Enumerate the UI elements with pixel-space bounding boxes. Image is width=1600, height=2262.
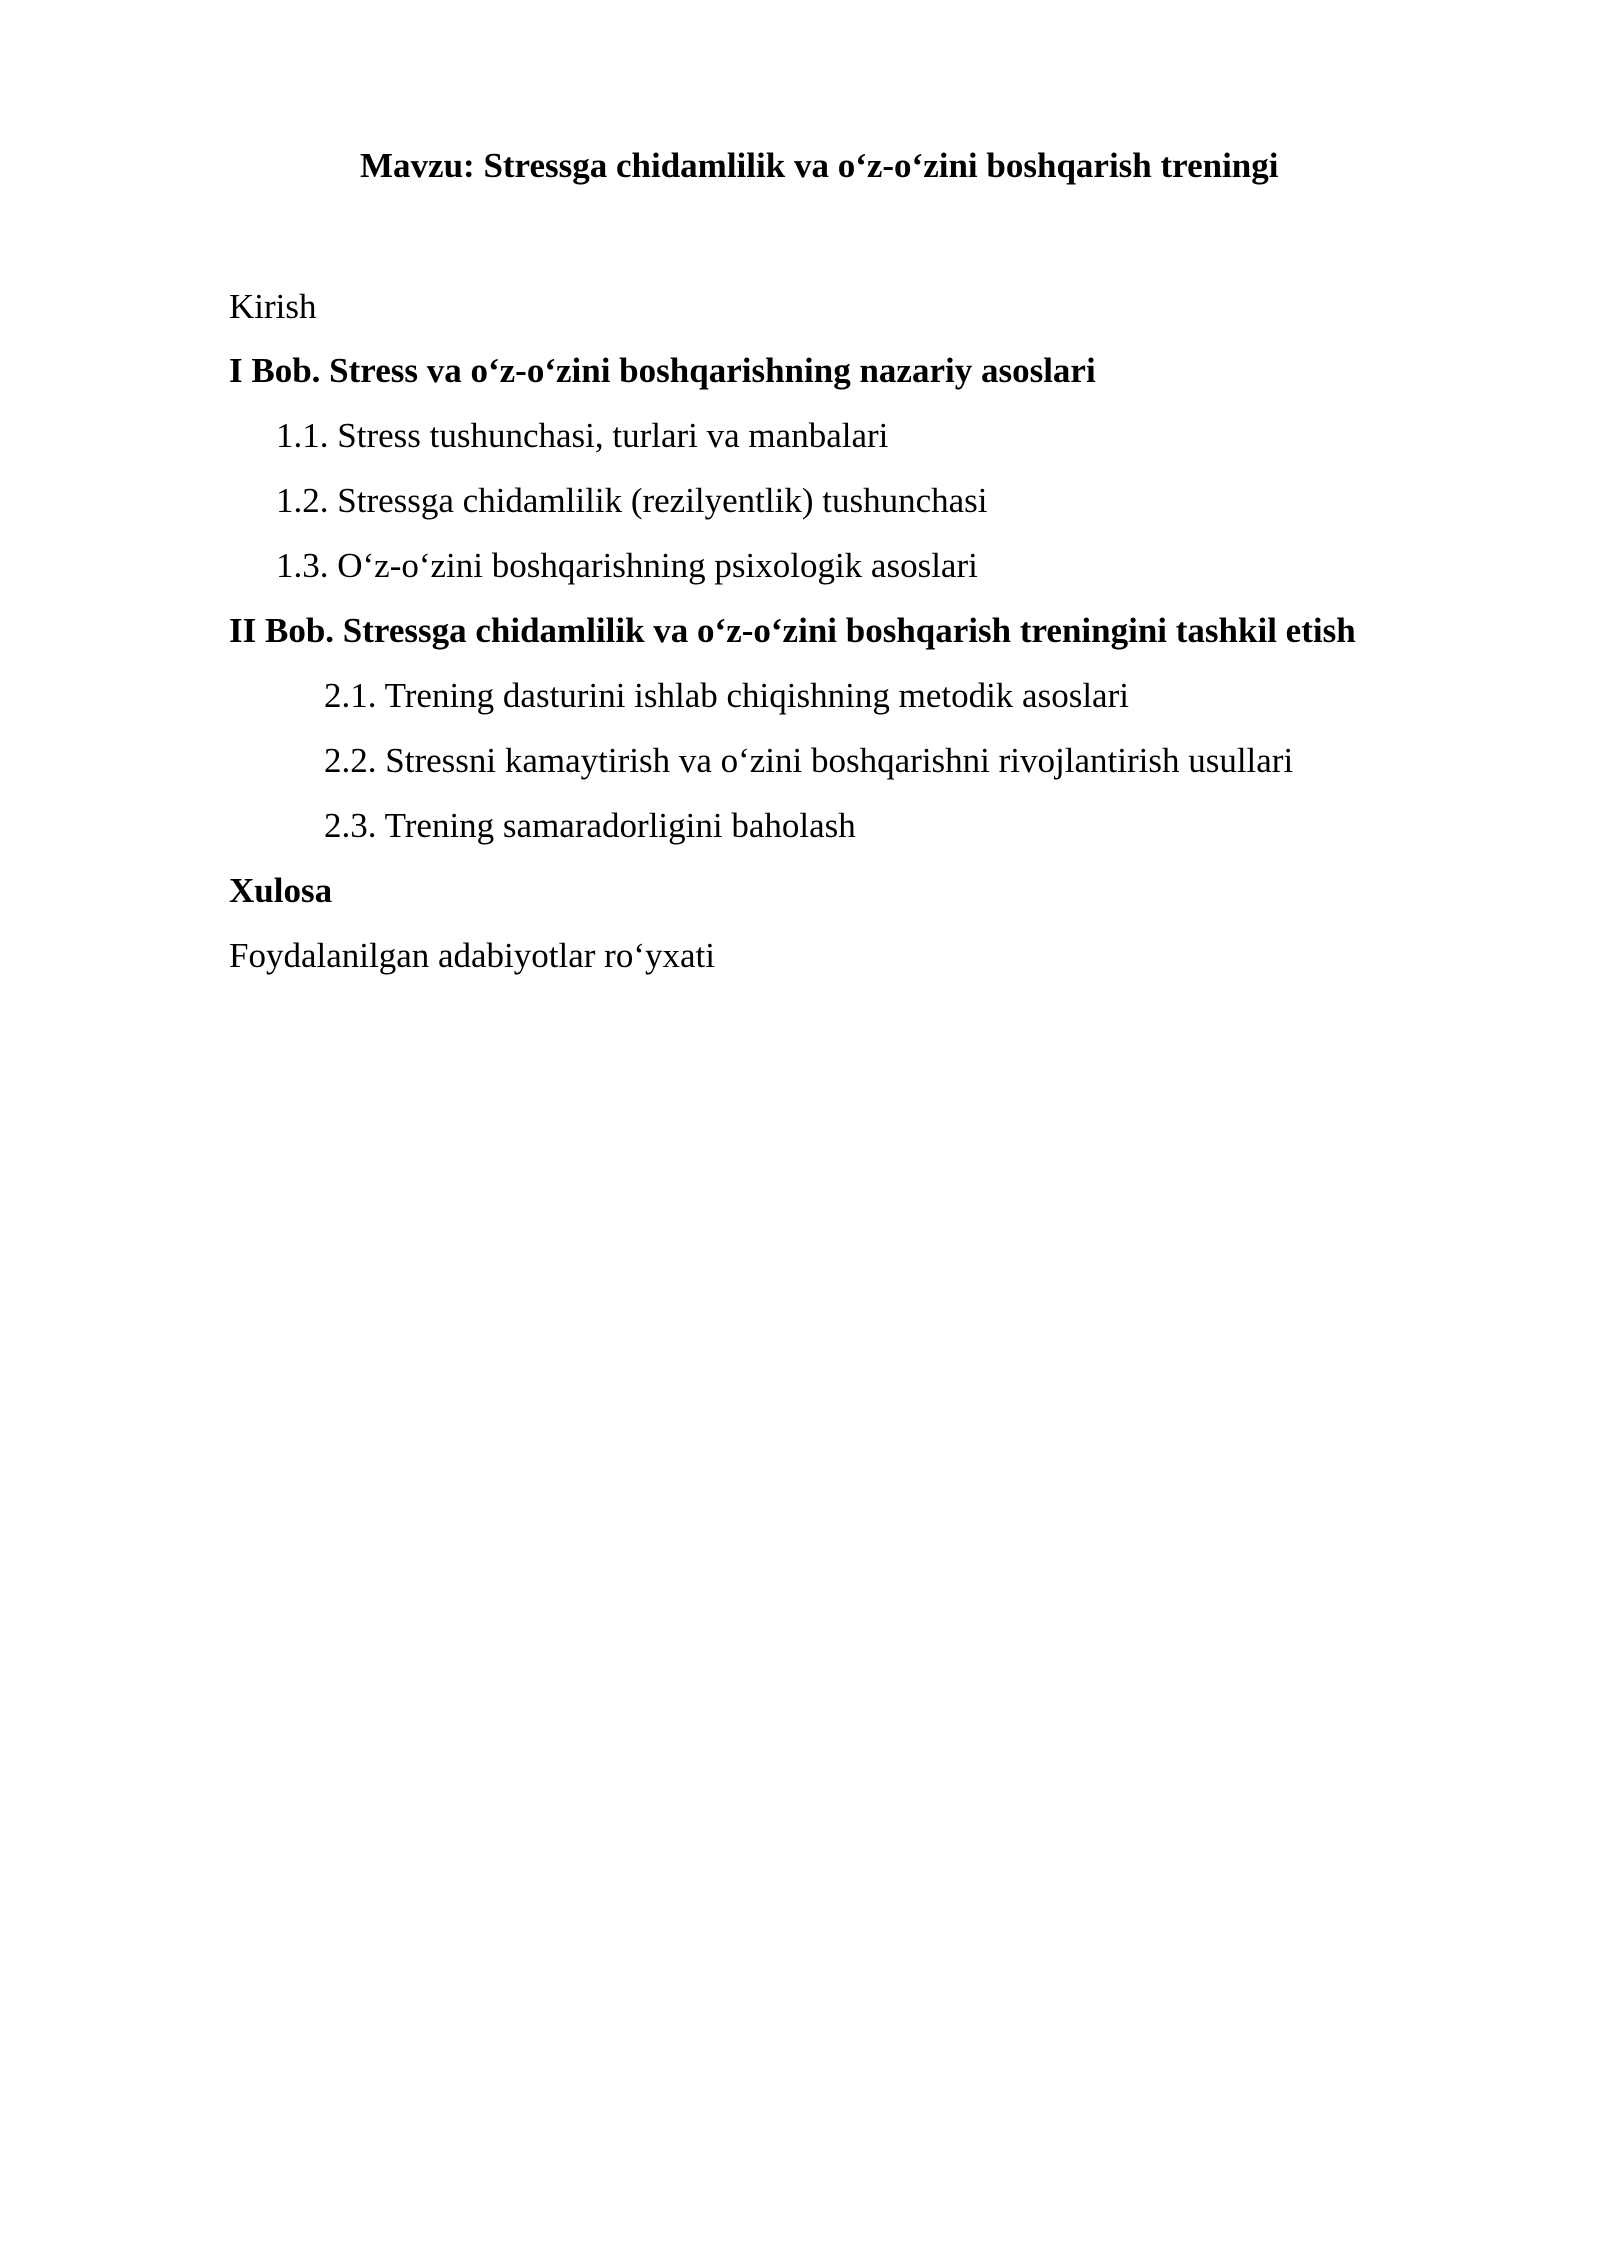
toc-intro: Kirish <box>229 287 317 326</box>
toc-chapter-1-heading: I Bob. Stress va o‘z-o‘zini boshqarishning nazariy asoslari <box>229 351 1096 390</box>
toc-references: Foydalanilgan adabiyotlar ro‘yxati <box>229 936 715 975</box>
toc-conclusion: Xulosa <box>229 871 333 910</box>
toc-chapter-2-heading: II Bob. Stressga chidamlilik va o‘z-o‘zini boshqarish treningini tashkil etish <box>229 611 1356 650</box>
toc-item-1-3: 1.3. O‘z-o‘zini boshqarishning psixologik asoslari <box>276 546 978 585</box>
toc-item-2-3: 2.3. Trening samaradorligini baholash <box>324 806 856 845</box>
toc-item-1-1: 1.1. Stress tushunchasi, turlari va manbalari <box>276 416 889 455</box>
toc-item-2-2: 2.2. Stressni kamaytirish va o‘zini boshqarishni rivojlantirish usullari <box>324 741 1294 780</box>
toc-item-2-1: 2.1. Trening dasturini ishlab chiqishning metodik asoslari <box>324 676 1129 715</box>
toc-item-1-2: 1.2. Stressga chidamlilik (rezilyentlik) tushunchasi <box>276 481 988 520</box>
document-title: Mavzu: Stressga chidamlilik va o‘z-o‘zini boshqarish treningi <box>360 146 1279 185</box>
